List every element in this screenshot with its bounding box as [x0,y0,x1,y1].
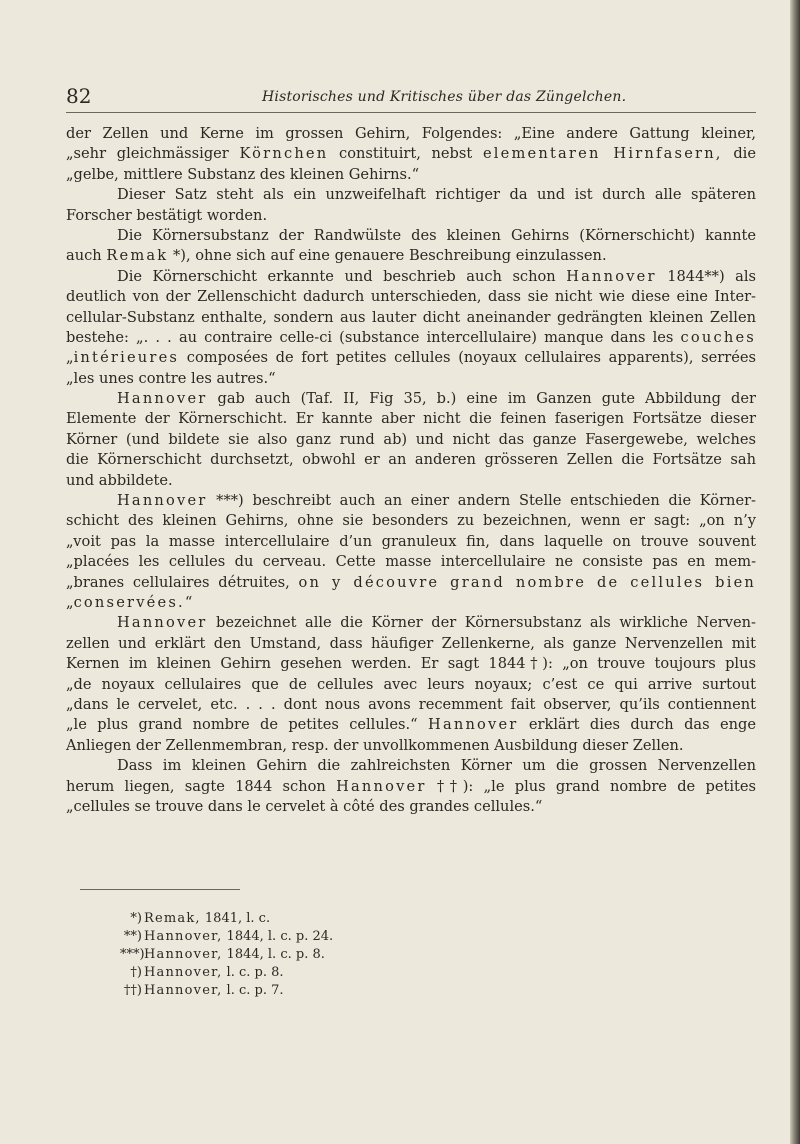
text-segment: der Zellen und Kerne im grossen Gehirn, Folgendes: „Eine andere Gattung kleiner, [66,125,756,142]
text-line [66,226,756,246]
text-segment: gab auch (Taf. II, Fig 35, b.) eine im Ganzen gute Abbildung der [207,390,756,408]
text-line [66,532,756,552]
page-edge [790,0,800,1144]
text-line [66,328,756,348]
text-segment: die [722,145,756,163]
spaced-text: elementaren Hirnfasern, [482,145,723,163]
footnote-author: Hannover, [144,965,223,980]
footnote-mark: **) [123,929,142,944]
text-segment: ***) beschreibt auch an einer andern Stelle entschieden die Körner- [207,492,756,510]
text-segment: die Körnerschicht durchsetzt, obwohl er an anderen grösseren Zellen die Fortsätze sah [66,451,756,469]
text-segment: Anliegen der Zellenmembran, resp. der unvollkommenen Ausbildung dieser Zellen. [66,736,684,754]
spaced-text: Körnchen [239,145,329,163]
text-segment: „le plus grand nombre de petites cellules.“ [66,716,429,734]
text-line [66,736,756,756]
footnote-mark: ***) [120,947,145,962]
spaced-text: couches [680,328,756,346]
text-line [66,491,756,511]
text-segment: “ [184,593,193,611]
text-line [66,144,756,164]
text-segment: herum liegen, sagte 1844 schon [66,777,337,795]
text-segment: Kernen im kleinen Gehirn gesehen werden. Er sagt 1844†): „on trouve toujours plus [66,655,756,673]
text-segment: „gelbe, mittlere Substanz des kleinen Gehirns.“ [66,165,420,183]
text-segment: auch [66,247,107,265]
text-line [66,165,756,185]
text-segment: deutlich von der Zellenschicht dadurch unterschieden, dass sie nicht wie diese eine Inter- [66,288,756,306]
text-line [66,369,756,389]
text-segment: bezeichnet alle die Körner der Körnersubstanz als wirkliche Nerven- [207,614,756,632]
footnote [120,946,333,964]
spaced-text: intérieures [73,349,180,367]
text-line [66,430,756,450]
text-segment: „les unes contre les autres.“ [66,369,276,387]
text-segment: *), ohne sich auf eine genauere Beschreibung einzulassen. [168,247,607,265]
text-segment: zellen und erklärt den Umstand, dass häufiger Zellenkerne, als ganze Nervenzellen mit [66,634,756,652]
footnote-rule [80,889,240,890]
text-line [66,756,756,776]
text-segment: „placées les cellules du cerveau. Cette masse intercellulaire ne consiste pas en mem- [66,553,756,571]
text-line [66,777,756,797]
footnote-reference: 1841, l. c. [200,911,271,926]
text-segment: „ [66,349,74,367]
text-segment: cellular-Substanz enthalte, sondern aus lauter dicht aneinander gedrängten kleinen Zellen [66,308,756,326]
text-segment: bestehe: „. . . au contraire celle-ci (substance intercellulaire) manque dans les [66,328,681,346]
text-segment: schicht des kleinen Gehirns, ohne sie besonders zu bezeichnen, wenn er sagt: „on n’y [66,512,756,530]
footnote-author: Hannover, [144,983,223,998]
spaced-text: Hannover [117,390,208,408]
footnote-author: Remak, [144,911,201,926]
text-line [66,695,756,715]
footnote [120,982,333,1000]
text-line [66,634,756,654]
text-line [66,511,756,531]
text-line [66,654,756,674]
text-line [66,613,756,633]
page-number: 82 [66,84,92,108]
text-segment: und abbildete. [66,471,173,489]
text-line [66,675,756,695]
text-segment: composées de fort petites cellules (noyaux cellulaires apparents), serrées [179,349,756,367]
spaced-text: Hannover [117,492,208,510]
text-segment: „dans le cervelet, etc. . . . dont nous avons recemment fait observer, qu’ils contiennent [66,695,756,713]
spaced-text: Hannover [566,267,657,285]
text-segment: „sehr gleichmässiger [66,145,240,163]
footnote-mark: †) [130,965,142,980]
page-header [66,84,756,110]
text-line [66,593,756,613]
spaced-text: Remak [106,247,169,265]
text-line [66,409,756,429]
footnote-reference: l. c. p. 7. [222,983,284,998]
text-line [66,471,756,491]
text-line [66,308,756,328]
text-line [66,389,756,409]
text-segment: 1844**) als [656,267,757,285]
header-rule [66,112,756,113]
footnote [120,964,333,982]
text-segment: Elemente der Körnerschicht. Er kannte aber nicht die feinen faserigen Fortsätze dieser [66,410,756,428]
text-segment: Dieser Satz steht als ein unzweifelhaft richtiger da und ist durch alle späteren [117,186,756,204]
text-line [66,450,756,470]
text-segment: „cellules se trouve dans le cervelet à côté des grandes cellules.“ [66,797,543,815]
footnote-author: Hannover, [144,929,223,944]
text-line [66,206,756,226]
text-segment: Die Körnersubstanz der Randwülste des kleinen Gehirns (Körnerschicht) kannte [117,226,756,244]
footnote-reference: 1844, l. c. p. 8. [222,947,325,962]
text-segment: „de noyaux cellulaires que de cellules avec leurs noyaux; c’est ce qui arrive surtout [66,675,756,693]
footnote-reference: 1844, l. c. p. 24. [222,929,334,944]
footnote-reference: l. c. p. 8. [222,965,284,980]
footnote [120,910,333,928]
text-line [66,797,756,817]
spaced-text: Hannover [117,614,208,632]
text-segment: Körner (und bildete sie also ganz rund ab) und nicht das ganze Fasergewebe, welches [66,430,756,448]
spaced-text: conservées. [73,593,185,611]
text-segment: Die Körnerschicht erkannte und beschrieb auch schon [117,267,567,285]
text-line [66,185,756,205]
text-line [66,246,756,266]
text-segment: „branes cellulaires détruites, [66,573,299,591]
text-segment: „ [66,593,74,611]
text-segment: Forscher bestätigt worden. [66,206,268,224]
body-text [66,124,756,817]
footnotes [120,910,333,1000]
text-segment: erklärt dies durch das enge [518,716,756,734]
text-line [66,124,756,144]
spaced-text: on y découvre grand nombre de cellules bien [298,573,756,591]
text-line [66,348,756,368]
footnote-mark: *) [130,911,142,926]
text-segment: Dass im kleinen Gehirn die zahlreichsten Körner um die grossen Nervenzellen [117,757,756,775]
text-segment: ††): „le plus grand nombre de petites [426,777,756,795]
text-line [66,287,756,307]
footnote [120,928,333,946]
spaced-text: Hannover [336,777,427,795]
text-segment: „voit pas la masse intercellulaire d’un granuleux fin, dans laquelle on trouve souvent [66,532,756,550]
footnote-mark: ††) [123,983,142,998]
running-title: Historisches und Kritisches über das Züngelchen. [262,89,627,105]
spaced-text: Hannover [428,716,519,734]
text-line [66,552,756,572]
footnote-author: Hannover, [144,947,223,962]
text-segment: constituirt, nebst [328,145,483,163]
text-line [66,267,756,287]
text-line [66,573,756,593]
text-line [66,715,756,735]
